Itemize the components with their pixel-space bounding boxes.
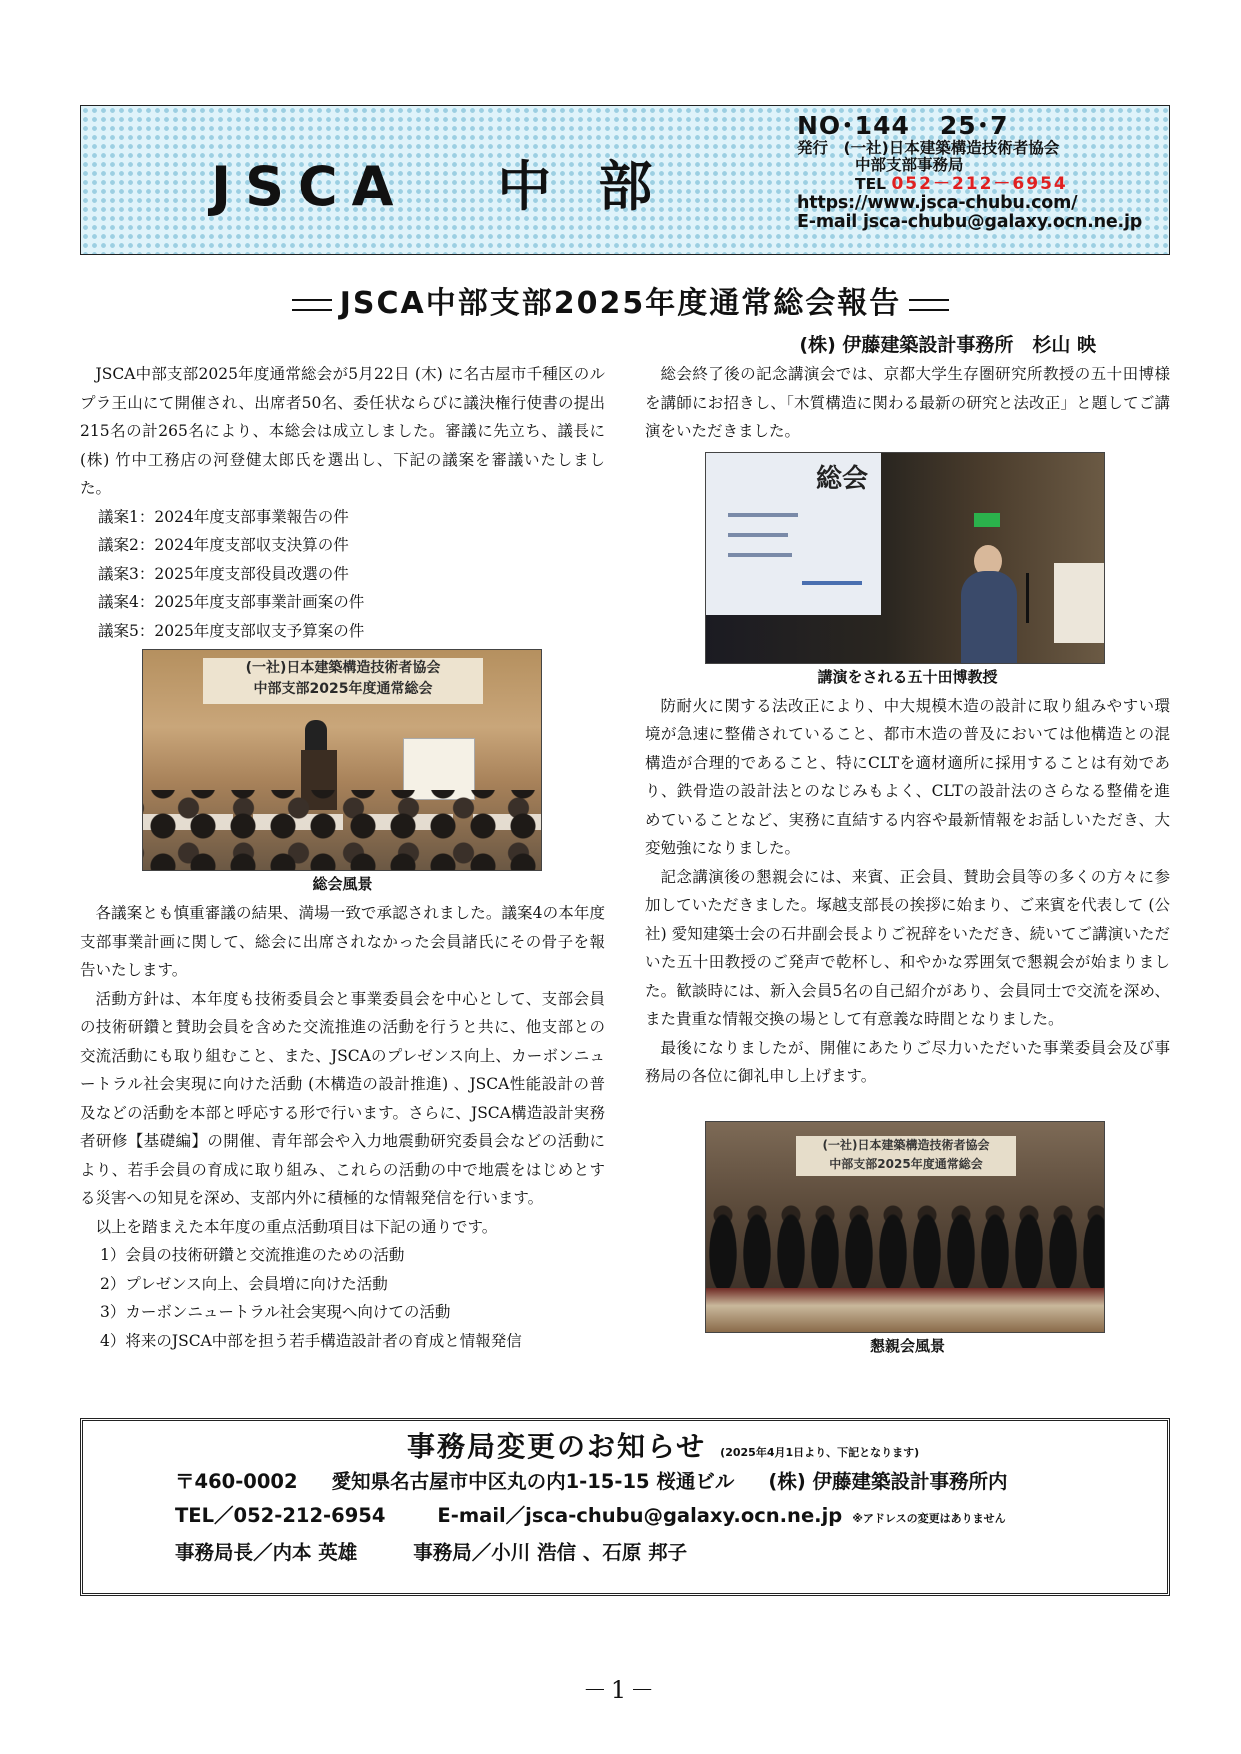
publisher-office: 中部支部事務局 (855, 156, 964, 175)
screen-text-line (728, 513, 798, 517)
reception-banner: (一社)日本建築構造技術者協会 中部支部2025年度通常総会 (796, 1136, 1016, 1176)
right-column (645, 360, 1170, 1361)
wall-chart (1054, 563, 1105, 643)
notice-tel: TEL／052-212-6954 (175, 1504, 386, 1527)
left-column (80, 360, 605, 1355)
notice-email[interactable]: E-mail／jsca-chubu@galaxy.ocn.ne.jp (437, 1504, 843, 1527)
office-staff: 事務局／小川 浩信 、石原 邦子 (413, 1541, 688, 1564)
issue-number: NO･144 25･7 (797, 111, 1009, 140)
email-address[interactable]: E-mail jsca-chubu@galaxy.ocn.ne.jp (797, 212, 1143, 233)
reception-caption: 懇親会風景 (869, 1336, 945, 1355)
newsletter-title: JSCA 中 部 (211, 155, 667, 218)
agenda-list (80, 503, 605, 646)
screen-title: 総会 (816, 463, 869, 494)
exit-sign (974, 513, 1000, 527)
office-company: (株) 伊藤建築設計事務所内 (768, 1470, 1008, 1493)
priority-item: 2）プレゼンス向上、会員増に向けた活動 (100, 1274, 388, 1293)
article-headline: JSCA中部支部2025年度通常総会報告 (0, 278, 1241, 322)
meeting-banner: (一社)日本建築構造技術者協会 中部支部2025年度通常総会 (203, 658, 483, 704)
general-meeting-caption: 総会風景 (312, 875, 373, 893)
agenda-item: 議案3：2025年度支部役員改選の件 (98, 564, 349, 583)
lecturer-figure (961, 571, 1017, 664)
closing-paragraph: 最後になりましたが、開催にあたりご尽力いただいた事業委員会及び事務局の各位に御礼申し上げます。 (645, 1038, 1170, 1085)
notice-staff-row (175, 1536, 1167, 1570)
reception-paragraph: 記念講演後の懇親会には、来賓、正会員、賛助会員等の多くの方々に参加していただきました。塚越支部長の挨拶に始まり、ご来賓を代表して (公社) 愛知建築士会の石井副会長よりご祝辞をいただき、続いてご講演いただいた五十田教授のご発声で乾杯し、和やかな雰囲気で懇親会が始まりました。歓談時には、新入会員5名の自己紹介があり、会員同士で交流を深め、また貴重な情報交換の場として有意義な時間となりました。 (645, 867, 1170, 1028)
buffet-table (706, 1288, 1104, 1332)
priority-intro: 以上を踏まえた本年度の重点活動項目は下記の通りです。 (95, 1217, 498, 1236)
screen-logo (802, 581, 862, 585)
agenda-item: 議案4：2025年度支部事業計画案の件 (98, 593, 365, 611)
office-director: 事務局長／内本 英雄 (175, 1541, 358, 1564)
screen-text-line (728, 533, 788, 537)
article-author: (株) 伊藤建築設計事務所 杉山 映 (799, 334, 1096, 356)
notice-address-row (175, 1465, 1167, 1499)
page-number: －1－ (582, 1676, 659, 1704)
masthead (80, 105, 1170, 255)
intro-paragraph: JSCA中部支部2025年度通常総会が5月22日 (木) に名古屋市千種区のルプラ王山にて開催され、出席者50名、委任状ならびに議決権行使書の提出215名の計265名により、本総会は成立しました。審議に先立ち、議長に (株) 竹中工務店の河登健太郎氏を選出し、下記の議案を審議いたしました。 (80, 365, 605, 497)
general-meeting-photo (142, 649, 542, 871)
website-url[interactable]: https://www.jsca-chubu.com/ (797, 192, 1078, 213)
projection-screen (706, 453, 881, 615)
office-change-notice (80, 1418, 1170, 1596)
lecture-caption: 講演をされる五十田博教授 (817, 667, 998, 686)
notice-contact-row (175, 1499, 1167, 1536)
masthead-info (797, 112, 1167, 233)
priority-item: 4）将来のJSCA中部を担う若手構造設計者の育成と情報発信 (100, 1331, 522, 1350)
approval-paragraph: 各議案とも慎重審議の結果、満場一致で承認されました。議案4の本年度支部事業計画に関して、総会に出席されなかった会員諸氏にその骨子を報告いたします。 (80, 904, 605, 979)
reception-crowd (706, 1182, 1104, 1292)
email-note: ※アドレスの変更はありません (852, 1512, 1006, 1525)
notice-subtitle: (2025年4月1日より、下記となります) (720, 1446, 920, 1459)
priority-item: 3）カーボンニュートラル社会実現へ向けての活動 (100, 1303, 451, 1321)
priority-list (80, 1241, 605, 1355)
notice-title: 事務局変更のお知らせ (407, 1430, 707, 1463)
lecture-intro-paragraph: 総会終了後の記念講演会では、京都大学生存圏研究所教授の五十田博様を講師にお招きし、「木質構造に関わる最新の研究と法改正」と題してご講演をいただきました。 (645, 365, 1170, 440)
lecture-photo (705, 452, 1105, 664)
postal-code: 〒460-0002 (175, 1470, 298, 1493)
reception-photo (705, 1121, 1105, 1333)
agenda-item: 議案1：2024年度支部事業報告の件 (98, 507, 349, 526)
publisher: 発行 (一社)日本建築構造技術者協会 (797, 139, 1060, 157)
lecture-content-paragraph: 防耐火に関する法改正により、中大規模木造の設計に取り組みやすい環境が急速に整備されていること、都市木造の普及においては他構造との混構造が合理的であること、特にCLTを適材適所に採用することは有効であり、鉄骨造の設計法とのなじみもよく、CLTの設計法のさらなる整備を進めていることなど、実務に直結する内容や最新情報をお話しいただき、大変勉強になりました。 (645, 696, 1170, 857)
headline-right-rule (909, 299, 949, 311)
priority-item: 1）会員の技術研鑽と交流推進のための活動 (100, 1246, 405, 1264)
policy-paragraph: 活動方針は、本年度も技術委員会と事業委員会を中心として、支部会員の技術研鑽と賛助会員を含めた交流推進の活動を行うと共に、他支部との交流活動にも取り組むこと、また、JSCAのプレゼンス向上、カーボンニュートラル社会実現に向けた活動 (木構造の設計推進) 、JSCA性能設計の普及などの活動を本部と呼応する形で行います。さらに、JSCA構造設計実務者研修【基礎編】の開催、青年部会や入力地震動研究委員会などの活動により、若手会員の育成に取り組み、これらの活動の中で地震をはじめとする災害への知見を深め、支部内外に積極的な情報発信を行います。 (80, 989, 605, 1207)
publisher-tel: TEL 052－212－6954 (855, 173, 1068, 194)
microphone (1026, 573, 1029, 623)
agenda-item: 議案5：2025年度支部収支予算案の件 (98, 621, 365, 640)
office-address: 愛知県名古屋市中区丸の内1-15-15 桜通ビル (331, 1470, 735, 1493)
screen-text-line (728, 553, 792, 557)
audience (143, 790, 541, 870)
agenda-item: 議案2：2024年度支部収支決算の件 (98, 536, 349, 554)
notice-title-row (407, 1425, 1167, 1465)
headline-left-rule (292, 299, 332, 311)
